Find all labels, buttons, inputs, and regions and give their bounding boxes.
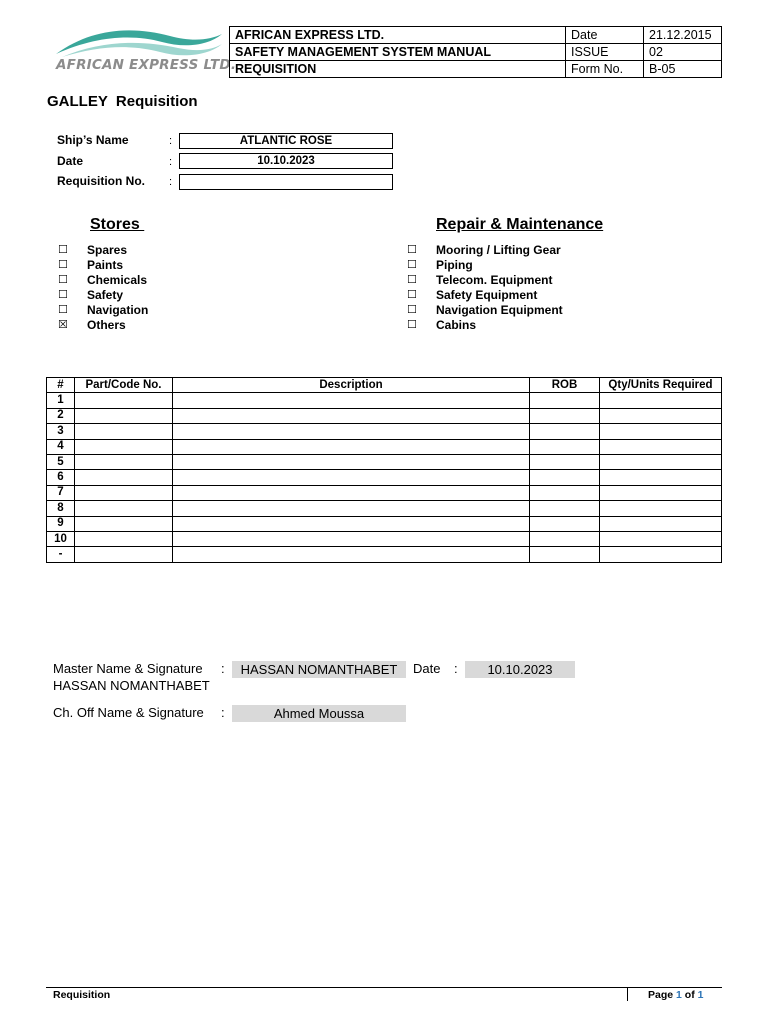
- rob-cell[interactable]: [530, 501, 600, 516]
- company-logo: [52, 24, 237, 78]
- chief-officer-signature-colon: :: [221, 705, 225, 720]
- checked-checkbox-icon[interactable]: ☒: [58, 318, 68, 331]
- qty-cell[interactable]: [600, 547, 722, 562]
- description-cell[interactable]: [173, 393, 530, 408]
- ship-name-field[interactable]: ATLANTIC ROSE: [179, 133, 393, 149]
- qty-cell[interactable]: [600, 531, 722, 546]
- part-code-cell[interactable]: [75, 393, 173, 408]
- master-signature-text: HASSAN NOMANTHABET: [53, 678, 210, 693]
- header-form-no-value: B-05: [644, 61, 722, 78]
- row-number: 6: [47, 470, 75, 485]
- checkbox-label: Cabins: [436, 318, 477, 332]
- qty-cell[interactable]: [600, 439, 722, 454]
- row-number: 4: [47, 439, 75, 454]
- rob-cell[interactable]: [530, 424, 600, 439]
- page-current: 1: [676, 989, 682, 1001]
- column-header-description: Description: [173, 378, 530, 393]
- part-code-cell[interactable]: [75, 501, 173, 516]
- checkbox-icon[interactable]: ☐: [407, 288, 417, 301]
- description-cell[interactable]: [173, 470, 530, 485]
- row-number: 10: [47, 531, 75, 546]
- checkbox-label: Safety Equipment: [436, 288, 538, 302]
- part-code-cell[interactable]: [75, 547, 173, 562]
- row-number: 5: [47, 454, 75, 469]
- part-code-cell[interactable]: [75, 454, 173, 469]
- table-row: [47, 424, 722, 439]
- qty-cell[interactable]: [600, 470, 722, 485]
- master-signature-label: Master Name & Signature: [53, 661, 203, 676]
- description-cell[interactable]: [173, 485, 530, 500]
- footer-document-name: Requisition: [53, 989, 111, 1001]
- table-row: [47, 531, 722, 546]
- checkbox-label: Safety: [87, 288, 124, 302]
- page-total: 1: [697, 989, 704, 1001]
- part-code-cell[interactable]: [75, 470, 173, 485]
- column-header-qty: Qty/Units Required: [600, 378, 722, 393]
- description-cell[interactable]: [173, 408, 530, 423]
- table-row: [47, 408, 722, 423]
- qty-cell[interactable]: [600, 485, 722, 500]
- qty-cell[interactable]: [600, 408, 722, 423]
- checkbox-label: Telecom. Equipment: [436, 273, 553, 287]
- header-issue-value: 02: [644, 44, 722, 61]
- description-cell[interactable]: [173, 516, 530, 531]
- checkbox-label: Piping: [436, 258, 473, 272]
- table-row: [47, 547, 722, 562]
- part-code-cell[interactable]: [75, 439, 173, 454]
- requisition-no-label: Requisition No.: [57, 174, 145, 188]
- ship-name-label: Ship’s Name: [57, 133, 129, 147]
- rob-cell[interactable]: [530, 485, 600, 500]
- checkbox-icon[interactable]: ☐: [58, 243, 68, 256]
- rob-cell[interactable]: [530, 531, 600, 546]
- master-signature-colon: :: [221, 661, 225, 676]
- table-body: [47, 393, 722, 562]
- column-header-part-code: Part/Code No.: [75, 378, 173, 393]
- header-form-no-label: Form No.: [566, 61, 644, 78]
- qty-cell[interactable]: [600, 516, 722, 531]
- checkbox-label: Chemicals: [87, 273, 148, 287]
- checkbox-label: Spares: [87, 243, 128, 257]
- row-number: -: [47, 547, 75, 562]
- description-cell[interactable]: [173, 454, 530, 469]
- footer-separator: [627, 988, 628, 1001]
- stores-title: Stores: [90, 216, 145, 233]
- header-date-label: Date: [566, 27, 644, 44]
- logo-text: AFRICAN EXPRESS LTD.: [56, 57, 237, 73]
- row-number: 3: [47, 424, 75, 439]
- date-colon: :: [169, 156, 173, 168]
- checkbox-icon[interactable]: ☐: [407, 273, 417, 286]
- checkbox-label: Navigation: [87, 303, 149, 317]
- part-code-cell[interactable]: [75, 531, 173, 546]
- qty-cell[interactable]: [600, 501, 722, 516]
- of-word: of: [684, 989, 695, 1001]
- checkbox-label: Mooring / Lifting Gear: [436, 243, 561, 257]
- qty-cell[interactable]: [600, 454, 722, 469]
- checkbox-icon[interactable]: ☐: [407, 258, 417, 271]
- requisition-no-colon: :: [169, 176, 173, 188]
- chief-officer-name-field[interactable]: Ahmed Moussa: [232, 705, 406, 722]
- header-company: AFRICAN EXPRESS LTD.: [230, 27, 566, 44]
- row-number: 9: [47, 516, 75, 531]
- description-cell[interactable]: [173, 424, 530, 439]
- master-date-label: Date: [413, 661, 441, 676]
- page-title: GALLEY Requisition: [47, 93, 198, 110]
- page-word: Page: [648, 989, 674, 1001]
- rob-cell[interactable]: [530, 470, 600, 485]
- table-row: [47, 501, 722, 516]
- checkbox-icon[interactable]: ☐: [58, 288, 68, 301]
- row-number: 7: [47, 485, 75, 500]
- part-code-cell[interactable]: [75, 516, 173, 531]
- description-cell[interactable]: [173, 439, 530, 454]
- master-date-field[interactable]: 10.10.2023: [465, 661, 575, 678]
- chief-officer-signature-label: Ch. Off Name & Signature: [53, 705, 204, 720]
- description-cell[interactable]: [173, 531, 530, 546]
- master-name-field[interactable]: HASSAN NOMANTHABET: [232, 661, 406, 678]
- description-cell[interactable]: [173, 501, 530, 516]
- rob-cell[interactable]: [530, 393, 600, 408]
- footer-page-number: [648, 989, 703, 1001]
- row-number: 8: [47, 501, 75, 516]
- rob-cell[interactable]: [530, 408, 600, 423]
- qty-cell[interactable]: [600, 424, 722, 439]
- table-row: [47, 439, 722, 454]
- description-cell[interactable]: [173, 547, 530, 562]
- column-header-number: #: [47, 378, 75, 393]
- checkbox-icon[interactable]: ☐: [58, 273, 68, 286]
- checkbox-icon[interactable]: ☐: [58, 258, 68, 271]
- header-row: [230, 44, 722, 61]
- table-header-row: [47, 378, 722, 393]
- table-row: [47, 485, 722, 500]
- header-date-value: 21.12.2015: [644, 27, 722, 44]
- date-label: Date: [57, 154, 84, 168]
- part-code-cell[interactable]: [75, 408, 173, 423]
- header-row: [230, 61, 722, 78]
- requisition-no-field[interactable]: [179, 174, 393, 190]
- row-number: 2: [47, 408, 75, 423]
- checkbox-icon[interactable]: ☐: [407, 243, 417, 256]
- date-field[interactable]: 10.10.2023: [179, 153, 393, 169]
- rob-cell[interactable]: [530, 547, 600, 562]
- document-header-table: [229, 26, 722, 78]
- rob-cell[interactable]: [530, 439, 600, 454]
- checkbox-icon[interactable]: ☐: [407, 318, 417, 331]
- table-row: [47, 470, 722, 485]
- checkbox-icon[interactable]: ☐: [407, 303, 417, 316]
- requisition-items-table: [46, 377, 722, 563]
- table-row: [47, 393, 722, 408]
- table-row: [47, 454, 722, 469]
- header-row: [230, 27, 722, 44]
- footer-divider: [46, 987, 722, 988]
- repair-maintenance-title: Repair & Maintenance: [436, 216, 604, 233]
- column-header-rob: ROB: [530, 378, 600, 393]
- checkbox-icon[interactable]: ☐: [58, 303, 68, 316]
- header-manual: SAFETY MANAGEMENT SYSTEM MANUAL: [230, 44, 566, 61]
- rob-cell[interactable]: [530, 516, 600, 531]
- checkbox-label: Others: [87, 318, 126, 332]
- header-issue-label: ISSUE: [566, 44, 644, 61]
- table-row: [47, 516, 722, 531]
- part-code-cell[interactable]: [75, 424, 173, 439]
- checkbox-label: Navigation Equipment: [436, 303, 563, 317]
- rob-cell[interactable]: [530, 454, 600, 469]
- part-code-cell[interactable]: [75, 485, 173, 500]
- header-form-title: REQUISITION: [230, 61, 566, 78]
- row-number: 1: [47, 393, 75, 408]
- checkbox-label: Paints: [87, 258, 124, 272]
- qty-cell[interactable]: [600, 393, 722, 408]
- master-date-colon: :: [454, 661, 458, 676]
- ship-name-colon: :: [169, 135, 173, 147]
